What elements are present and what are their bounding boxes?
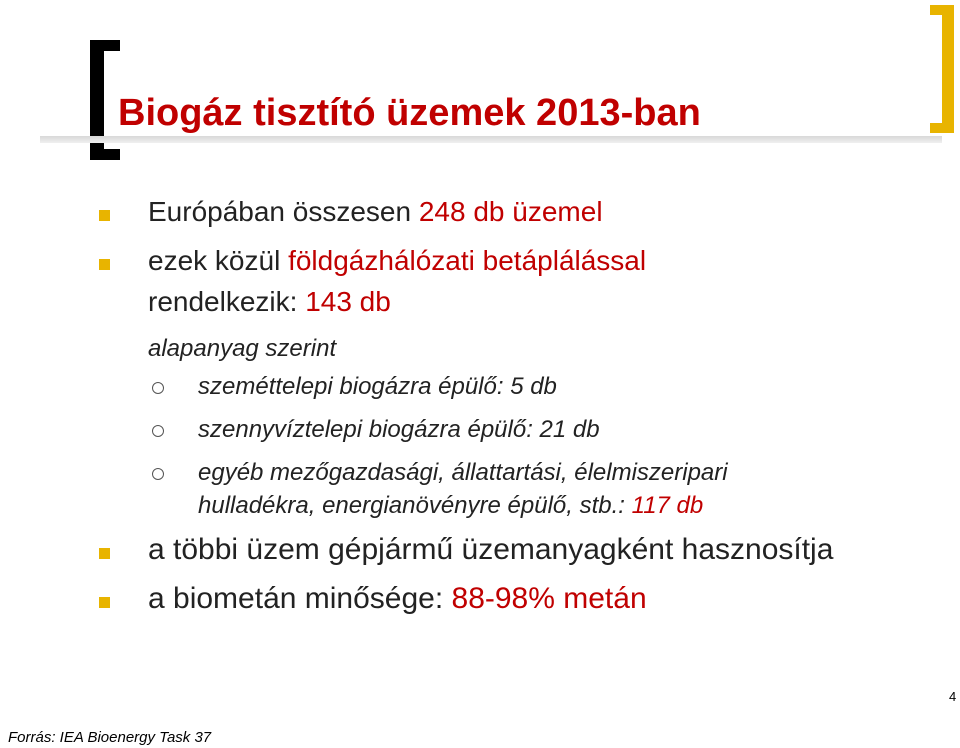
bullet-grid-injection-line2 [148, 286, 391, 318]
circle-bullet-icon [152, 468, 164, 480]
highlight-value: 117 db [631, 492, 704, 519]
slide-title: Biogáz tisztító üzemek 2013-ban [118, 92, 701, 134]
highlight-value: 88-98% metán [451, 582, 647, 615]
source-citation: Forrás: IEA Bioenergy Task 37 [8, 729, 212, 746]
bullet-text: hulladékra, energianövényre épülő, stb.: [198, 492, 632, 519]
bullet-text: ezek közül [148, 245, 289, 276]
bullet-text: a biometán minősége: [148, 582, 452, 615]
bullet-grid-injection-line1 [148, 245, 646, 277]
bullet-text: Európában összesen [148, 196, 419, 227]
sub-heading-feedstock: alapanyag szerint [148, 335, 337, 362]
square-bullet-icon [99, 548, 110, 559]
highlight-value: 143 db [305, 286, 391, 317]
square-bullet-icon [99, 597, 110, 608]
bullet-text: rendelkezik: [148, 286, 306, 317]
title-divider [40, 136, 942, 143]
bullet-europe-total [148, 196, 603, 228]
bullet-biomethane-quality [148, 582, 647, 616]
circle-bullet-icon [152, 425, 164, 437]
bullet-vehicle-fuel: a többi üzem gépjármű üzemanyagként hasznosítja [148, 533, 834, 566]
sub-bullet-landfill: szeméttelepi biogázra épülő: 5 db [198, 373, 557, 400]
square-bullet-icon [99, 210, 110, 221]
page-number: 4 [949, 689, 957, 704]
sub-bullet-other-line2 [198, 492, 703, 520]
square-bullet-icon [99, 259, 110, 270]
highlight-value: földgázhálózati betáplálással [288, 245, 647, 276]
circle-bullet-icon [152, 382, 164, 394]
sub-bullet-wastewater: szennyvíztelepi biogázra épülő: 21 db [198, 416, 600, 443]
right-bracket-decoration [942, 5, 954, 133]
sub-bullet-other-line1: egyéb mezőgazdasági, állattartási, élelmiszeripari [198, 459, 728, 486]
highlight-value: 248 db üzemel [418, 196, 603, 227]
